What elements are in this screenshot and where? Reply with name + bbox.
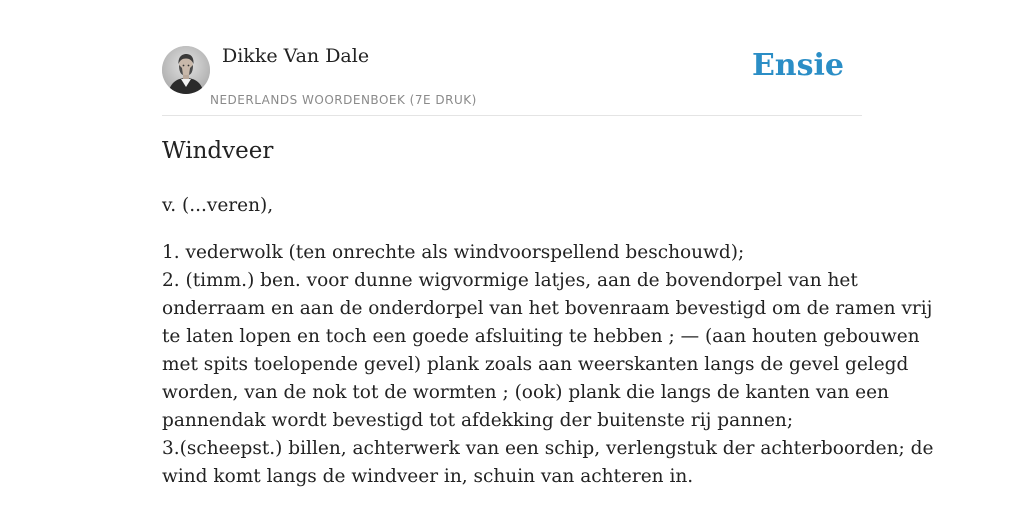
sense-line: te laten lopen en toch een goede afsluiting te hebben ; — (aan houten gebouwen (162, 326, 920, 347)
source-label: NEDERLANDS WOORDENBOEK (7E DRUK) (210, 93, 477, 107)
sense-line: 2. (timm.) ben. voor dunne wigvormige latjes, aan de bovendorpel van het (162, 270, 858, 291)
sense-item (162, 267, 933, 435)
sense-line: 1. vederwolk (ten onrechte als windvoorspellend beschouwd); (162, 242, 745, 263)
sense-item (162, 435, 934, 491)
sense-line: wind komt langs de windveer in, schuin van achteren in. (162, 466, 694, 487)
grammar-info: v. (...veren), (162, 195, 274, 216)
sense-line: 3.(scheepst.) billen, achterwerk van een schip, verlengstuk der achterboorden; de (162, 438, 934, 459)
sense-line: pannendak wordt bevestigd tot afdekking der buitenste rij pannen; (162, 410, 794, 431)
sense-line: worden, van de nok tot de wormten ; (ook) plank die langs de kanten van een (162, 382, 889, 403)
entry-title: Windveer (162, 138, 274, 164)
entry-card (162, 0, 934, 512)
sense-line: onderraam en aan de onderdorpel van het bovenraam bevestigd om de ramen vrij (162, 298, 933, 319)
sense-list (162, 239, 934, 491)
sense-item (162, 239, 862, 267)
brand-logo-link[interactable]: Ensie (751, 48, 844, 83)
author-avatar[interactable] (162, 46, 210, 94)
portrait-photo-icon (162, 46, 210, 94)
header-divider (162, 115, 862, 116)
sense-line: met spits toelopende gevel) plank zoals aan weerskanten langs de gevel gelegd (162, 354, 909, 375)
author-name[interactable]: Dikke Van Dale (222, 45, 370, 67)
